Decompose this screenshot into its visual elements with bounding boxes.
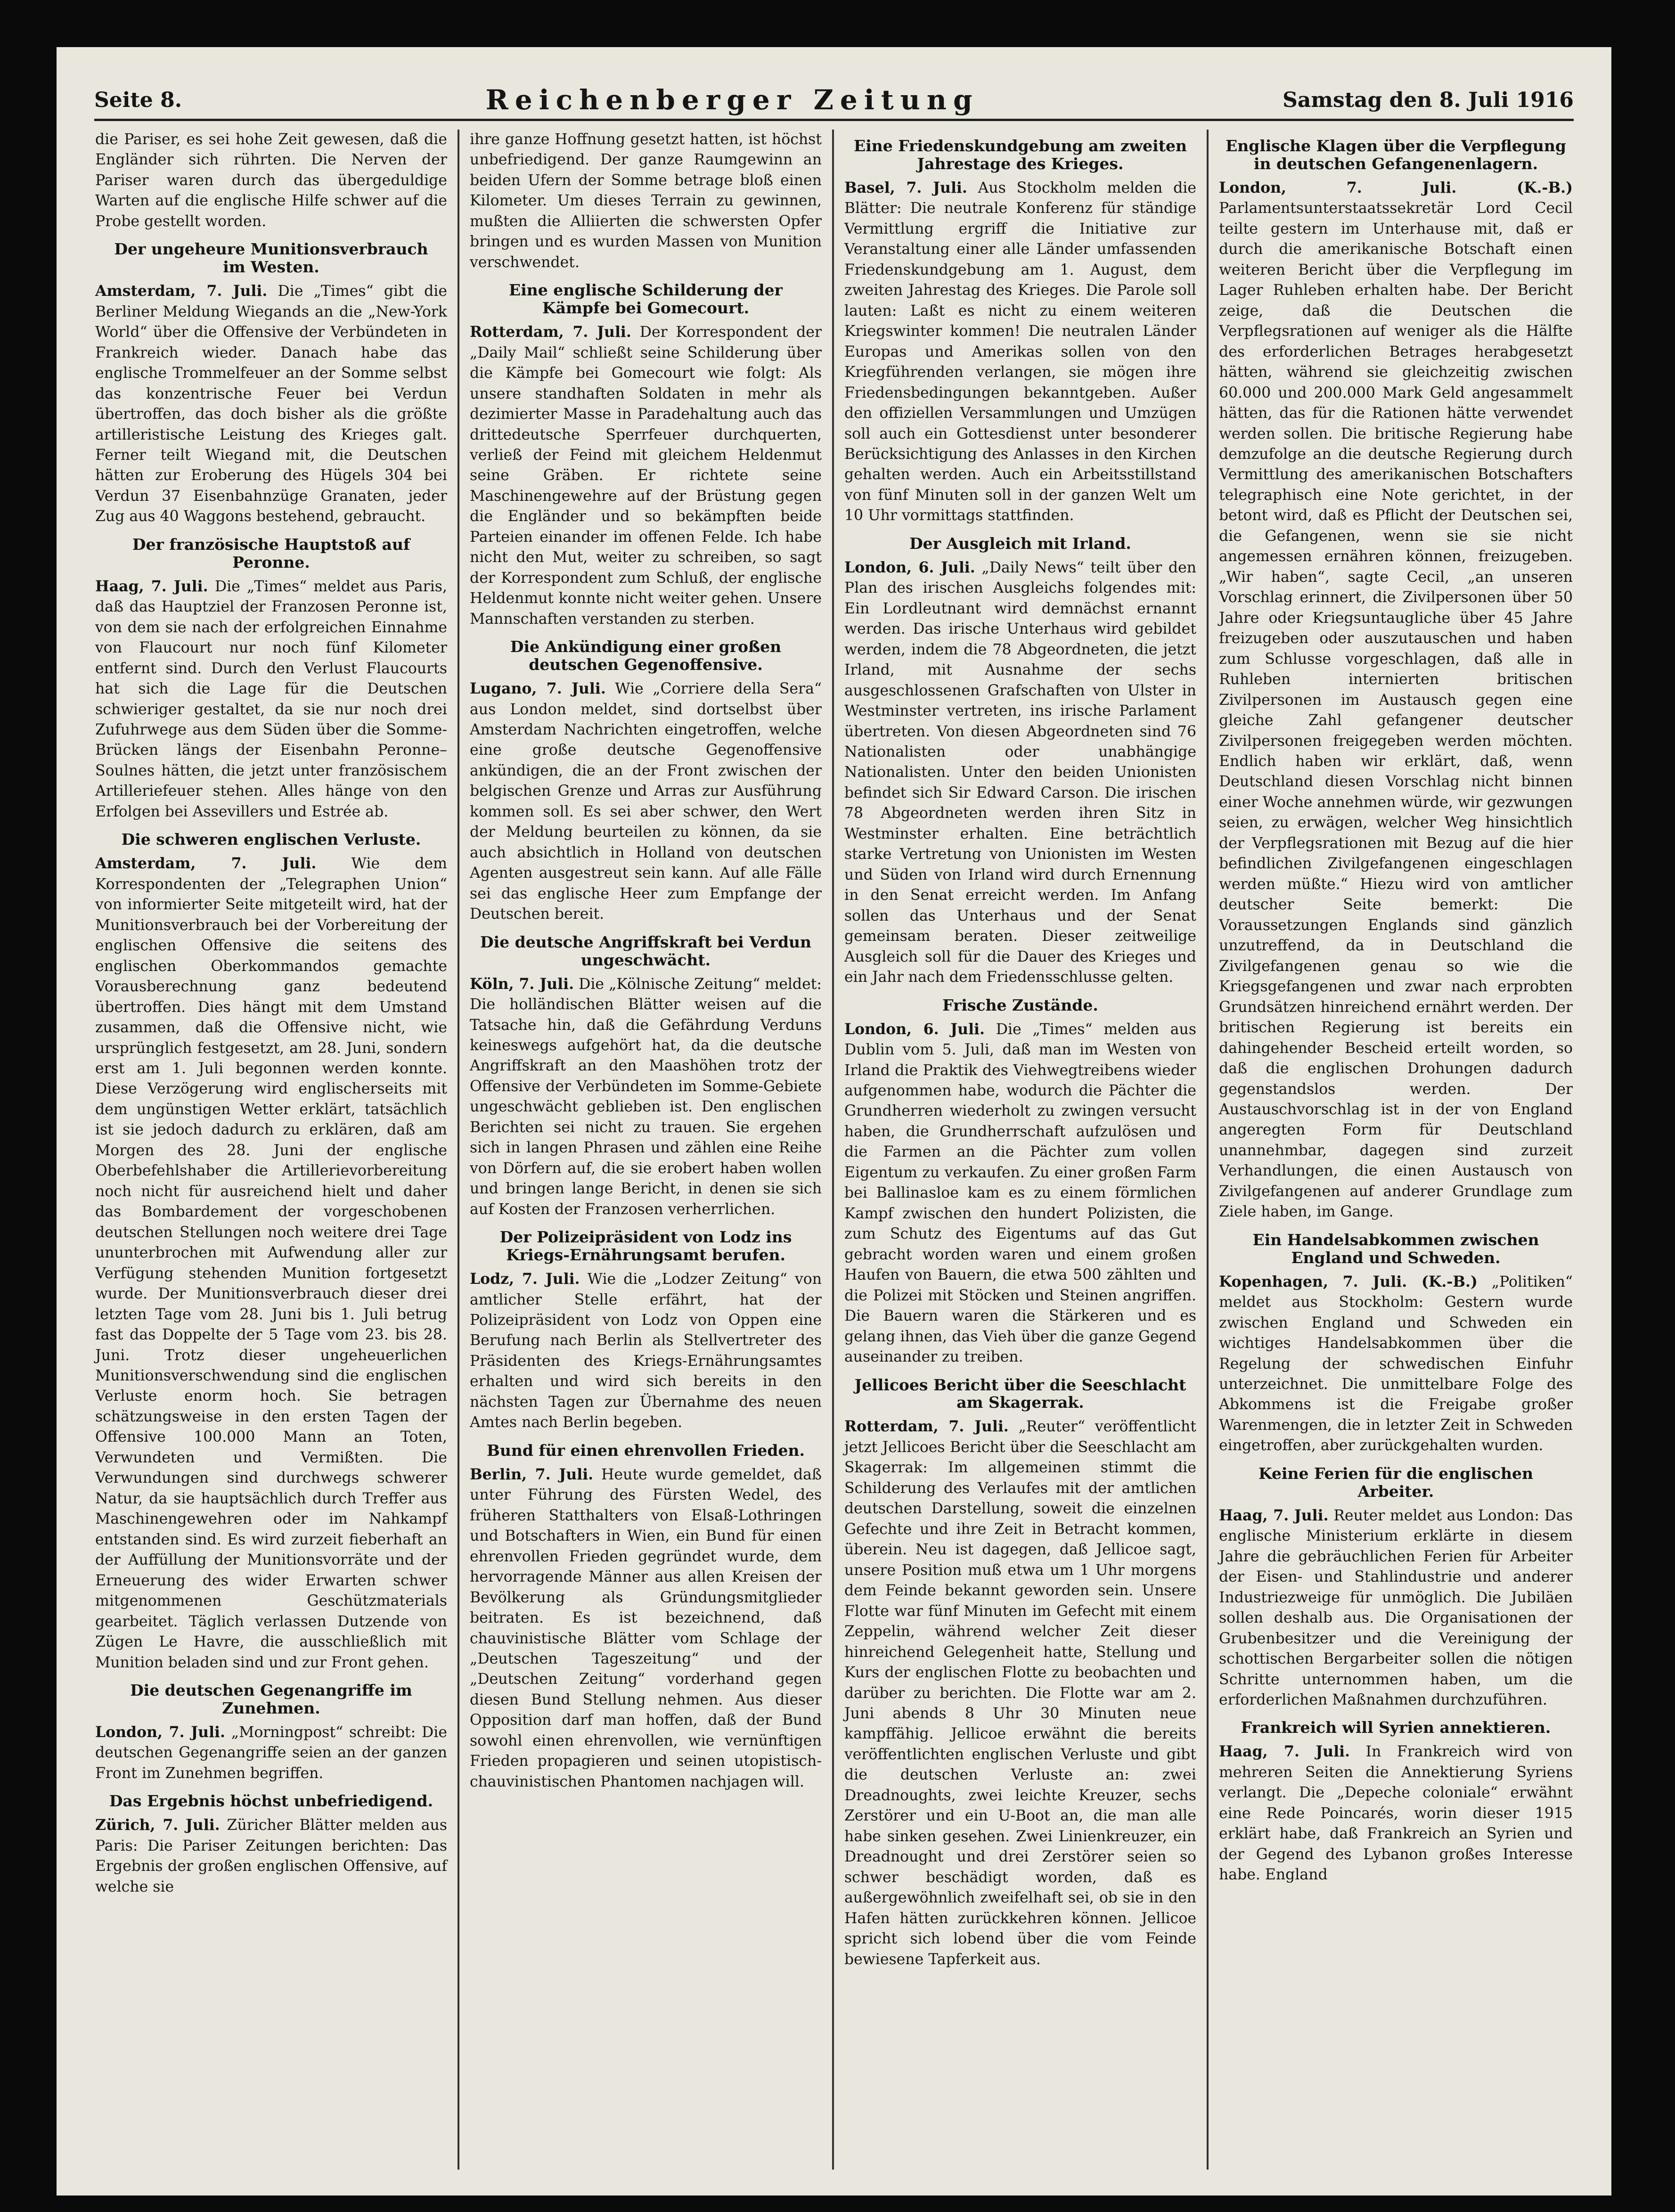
article <box>470 1442 822 1792</box>
article-body <box>95 1815 447 1897</box>
article <box>1219 1465 1573 1711</box>
article-body <box>470 130 822 273</box>
article-headline: Frankreich will Syrien annektieren. <box>1241 1718 1551 1737</box>
article-text: Aus Stockholm melden die Blätter: Die neutrale Konferenz für ständige Vermittlung ergriff die Initiative zur Veranstaltung einer alle Länder umfassenden Friedenskundgebung am 1. August, dem zweiten Jahrestag des Krieges. Die Parole soll lauten: Laßt es nicht zu einem weiteren Kriegswinter kommen! Die neutralen Länder Europas und Amerikas sollen von den Kriegführenden verlangen, sie mögen ihre Friedensbedingungen bekanntgeben. Außer den offiziellen Versammlungen und Umzügen soll auch ein Gottesdienst unter besonderer Berücksichtigung des Anlasses in den Kirchen gehalten werden. Auch ein Arbeitsstillstand von fünf Minuten soll in der ganzen Welt um 10 Uhr vormittags stattfinden. <box>844 179 1196 524</box>
article-headline: Jellicoes Bericht über die Seeschlacht am Skagerrak. <box>854 1375 1186 1412</box>
article <box>95 1681 447 1784</box>
article-headline: Eine Friedenskundgebung am zweiten Jahrestage des Krieges. <box>854 137 1187 173</box>
article-dateline: Amsterdam, 7. Juli. <box>95 855 317 873</box>
article-headline: Der Polizeipräsident von Lodz ins Kriegs-Ernährungsamt berufen. <box>499 1228 792 1265</box>
article-headline: Frische Zustände. <box>942 996 1098 1014</box>
article <box>470 281 822 629</box>
article-body <box>844 557 1196 988</box>
article-body <box>470 1269 822 1433</box>
article-body <box>844 1416 1196 1970</box>
article-text: Wie „Corriere della Sera“ aus London meldet, sind dortselbst über Amsterdam Nachrichten eingetroffen, welche eine große deutsche Gegenoffensive ankündigen, die an der Front zwischen der belgischen Grenze und Arras zur Ausführung kommen soll. Es sei aber schwer, den Wert der Meldung beurteilen zu können, da sie auch absichtlich in Holland von deutschen Agenten ausgestreut sein kann. Auf alle Fälle sei das englische Heer zum Empfange der Deutschen bereit. <box>470 680 822 923</box>
article <box>844 535 1196 988</box>
article-body <box>470 974 822 1220</box>
page-number: Seite 8. <box>94 88 182 112</box>
article-dateline: Haag, 7. Juli. <box>95 577 208 595</box>
article-dateline: London, 7. Juli. (K.-B.) <box>1219 179 1573 196</box>
article-body <box>95 1722 447 1784</box>
article-body <box>95 281 447 527</box>
article-text: „Daily News“ teilt über den Plan des irischen Ausgleichs folgendes mit: Ein Lordleutnant wird demnächst ernannt werden. Das irische Unterhaus wird gebildet werden, indem die 78 Abgeordneten, die jetzt Irland, mit Ausnahme der sechs ausgeschlossenen Grafschaften von Ulster in Westminster vertreten, ins irische Parlament übertreten. Von diesen Abgeordneten sind 76 Nationalisten oder unabhängige Nationalisten. Unter den beiden Unionisten befindet sich Sir Edward Carson. Die irischen 78 Abgeordneten werden ihren Sitz in Westminster erhalten. Eine beträchtlich starke Vertretung von Unionisten im Westen und Süden von Irland wird durch Ernennung in den Senat erreicht werden. Im Anfang sollen das Unterhaus und der Senat gemeinsam beraten. Dieser zeitweilige Ausgleich soll für die Dauer des Krieges und ein Jahr nach dem Friedensschlusse gelten. <box>844 559 1196 986</box>
article-text: Der Korrespondent der „Daily Mail“ schließt seine Schilderung über die Kämpfe bei Gomecourt wie folgt: Als unsere standhaften Soldaten in mehr als dezimierter Masse in Paradehaltung auch das drittedeutsche Sperrfeuer durchquerten, verließ der Feind mit gleichem Heldenmut seine Gräben. Er richtete seine Maschinengewehre auf der Brüstung gegen die Engländer und so bekämpften beide Parteien einander im offenen Felde. Ich habe nicht den Mut, weiter zu schreiben, so sagt der Korrespondent zum Schluß, der englische Heldenmut konnte nicht weiter gehen. Unsere Mannschaften verstanden zu sterben. <box>470 324 822 628</box>
column-3 <box>834 130 1209 2170</box>
article <box>95 536 447 823</box>
article-headline: Eine englische Schilderung der Kämpfe bei Gomecourt. <box>509 281 783 318</box>
article-body <box>95 853 447 1673</box>
article-text: Parlamentsunterstaatssekretär Lord Cecil teilte gestern im Unterhause mit, daß er durch die amerikanische Botschaft einen weiteren Bericht über die Verpflegung im Lager Ruhleben erhalten habe. Der Bericht zeige, daß die Deutschen die Verpflegsrationen auf weniger als die Hälfte des erforderlichen Betrages herabgesetzt hätten, während sie gleichzeitig zwischen 60.000 und 200.000 Mark Geld angesammelt hätten, das für die Rationen hätte verwendet werden sollen. Die britische Regierung habe demzufolge an die deutsche Regierung durch Vermittlung des amerikanischen Botschafters telegraphisch eine Note gerichtet, in der betont wird, daß es Pflicht der Deutschen sei, die Gefangenen, wenn sie sie nicht angemessen ernähren können, freizugeben. „Wir haben“, sagte Cecil, „an unseren Vorschlag erinnert, die Zivilpersonen über 50 Jahre oder Kriegsuntaugliche über 45 Jahre freizugeben oder auszutauschen und haben zum Schlusse vorgeschlagen, daß alle in Ruhleben internierten britischen Zivilpersonen im Austausch gegen eine gleiche Zahl gefangener deutscher Zivilpersonen freigegeben werden möchten. Endlich haben wir erklärt, daß, wenn Deutschland diesen Vorschlag nicht binnen einer Woche annehmen würde, wir gezwungen seien, zu erwägen, welcher Weg hinsichtlich der Verpflegsrationen mit Bezug auf die hier befindlichen Zivilgefangenen eingeschlagen werden müßte.“ Hiezu wird von amtlicher deutscher Seite bemerkt: Die Voraussetzungen Englands sind gänzlich unzutreffend, da in Deutschland die Zivilgefangenen genau so wie die Kriegsgefangenen und zwar nach erprobten Grundsätzen hinreichend ernährt werden. Der britischen Regierung ist bereits ein dahingehender Bescheid erteilt worden, so daß die englischen Drohungen dadurch gegenstandslos werden. Der Austauschvorschlag ist in der von England angeregten Form für Deutschland unannehmbar, dagegen sind zurzeit Verhandlungen, die einen Austausch von Zivilgefangenen auf anderer Grundlage zum Ziele haben, im Gange. <box>1219 200 1573 1221</box>
article-headline: Der französische Hauptstoß auf Peronne. <box>132 535 410 571</box>
article-headline: Die schweren englischen Verluste. <box>121 830 421 849</box>
column-2 <box>459 130 834 2170</box>
article-body <box>95 130 447 232</box>
article-body <box>470 322 822 629</box>
article-headline: Die Ankündigung einer großen deutschen Gegenoffensive. <box>510 637 782 674</box>
article-dateline: Haag, 7. Juli. <box>1219 1506 1329 1524</box>
article <box>470 1228 822 1433</box>
article-body <box>95 576 447 823</box>
article-headline: Bund für einen ehrenvollen Frieden. <box>487 1441 805 1460</box>
article-dateline: Berlin, 7. Juli. <box>470 1465 594 1483</box>
article-headline: Englische Klagen über die Verpflegung in deutschen Gefangenenlagern. <box>1226 137 1566 173</box>
article-headline: Die deutschen Gegenangriffe im Zunehmen. <box>130 1681 412 1717</box>
article-dateline: Kopenhagen, 7. Juli. (K.-B.) <box>1219 1273 1478 1290</box>
article <box>470 638 822 925</box>
article-text: Reuter meldet aus London: Das englische Ministerium erklärte in diesem Jahre die gebräuchlichen Ferien für Arbeiter der Eisen- und Stahlindustrie und anderer Industriezweige für unmöglich. Die Jubiläen sollen deshalb aus. Die Organisationen der Grubenbesitzer und die Vereinigung der schottischen Bergarbeiter sollen die nötigen Schritte unternommen haben, um die erforderlichen Maßnahmen durchzuführen. <box>1219 1507 1573 1708</box>
article-text: Wie dem Korrespondenten der „Telegraphen Union“ von informierter Seite mitgeteilt wird, hat der Munitionsverbrauch bei der Vorbereitung der englischen Offensive die seitens des englischen Oberkommandos gemachte Vorausberechnung ganz bedeutend übertroffen. Dies hängt mit dem Umstand zusammen, daß die Offensive nicht, wie ursprünglich festgesetzt, am 28. Juni, sondern erst am 1. Juli begonnen werden konnte. Diese Verzögerung wird englischerseits mit dem ungünstigen Wetter erklärt, tatsächlich ist sie jedoch dadurch zu erklären, daß am Morgen des 28. Juni der englische Oberbefehlshaber die Artillerievorbereitung noch nicht für ausreichend hielt und daher das Bombardement der vorgeschobenen deutschen Stellungen noch weitere drei Tage ununterbrochen mit Aufwendung aller zur Verfügung stehenden Munition fortgesetzt wurde. Der Munitionsverbrauch dieser drei letzten Tage vom 28. Juni bis 1. Juli betrug fast das Doppelte der 5 Tage vom 23. bis 28. Juni. Trotz dieser ungeheuerlichen Munitionsverschwendung sind die englischen Verluste enorm hoch. Sie betragen schätzungsweise in den ersten Tagen der Offensive 100.000 Mann an Toten, Verwundeten und Vermißten. Die Verwundungen sind durchwegs schwerer Natur, da sie hauptsächlich durch Treffer aus Maschinengewehren oder im Nahkampf entstanden sind. Es wird zurzeit fieberhaft an der Auffüllung der Munitionsvorräte und der Erneuerung des wider Erwarten schwer mitgenommenen Geschützmaterials gearbeitet. Täglich verlassen Dutzende von Zügen Le Havre, die ausschließlich mit Munition beladen sind und zur Front gehen. <box>95 855 448 1671</box>
article-headline: Der ungeheure Munitionsverbrauch im Westen. <box>114 240 428 277</box>
column-1 <box>85 130 459 2170</box>
article-dateline: London, 6. Juli. <box>844 558 975 576</box>
article-dateline: Rotterdam, 7. Juli. <box>470 323 631 341</box>
article-text: Die „Times“ melden aus Dublin vom 5. Juli, daß man im Westen von Irland die Praktik des Viehwegtreibens wieder aufgenommen habe, wodurch die Pächter die Grundherren wiederholt zu zwingen versucht haben, die Grundherrschaft aufzulösen und die Farmen an die Pächter zum vollen Eigentum zu verkaufen. Zu einer großen Farm bei Ballinasloe kam es zu einem förmlichen Kampf zwischen den hundert Polizisten, die zum Schutz des Eigentums auf das Gut gebracht worden waren und einem großen Haufen von Bauern, die etwa 500 zählten und die Polizei mit Stöcken und Steinen angriffen. Die Bauern waren die Stärkeren und es gelang ihnen, das Vieh über die ganze Gegend auseinander zu treiben. <box>844 1020 1196 1366</box>
article-dateline: Lugano, 7. Juli. <box>470 680 606 698</box>
article <box>844 137 1196 526</box>
article-text: ihre ganze Hoffnung gesetzt hatten, ist höchst unbefriedigend. Der ganze Raumgewinn an beiden Ufern der Somme betrage bloß einen Kilometer. Um dieses Terrain zu gewinnen, mußten die Alliierten die schwersten Opfer bringen und es wurden Massen von Munition verschwendet. <box>470 131 822 271</box>
article-body <box>1219 1505 1573 1711</box>
article-dateline: Lodz, 7. Juli. <box>470 1270 580 1288</box>
article-dateline: Basel, 7. Juli. <box>844 179 967 196</box>
article-dateline: London, 7. Juli. <box>95 1723 225 1741</box>
article-headline: Das Ergebnis höchst unbefriedigend. <box>109 1792 433 1811</box>
article <box>844 996 1196 1368</box>
article <box>1219 137 1573 1223</box>
article-body <box>1219 178 1573 1223</box>
article-text: Die „Times“ gibt die Berliner Meldung Wiegands an die „New-York World“ über die Offensive der Verbündeten in Frankreich wieder. Danach habe das englische Trommelfeuer an der Somme selbst das konzentrische Feuer bei Verdun übertroffen, das doch bisher als die größte artilleristische Leistung des Krieges galt. Ferner teilt Wiegand mit, die Deutschen hätten zur Eroberung des Hügels 304 bei Verdun 37 Eisenbahnzüge Granaten, jeder Zug aus 40 Waggons bestehend, gebraucht. <box>95 283 448 525</box>
article-dateline: Zürich, 7. Juli. <box>95 1816 220 1834</box>
article <box>470 130 822 273</box>
article-body <box>844 1019 1196 1368</box>
article-text: Die „Times“ meldet aus Paris, daß das Hauptziel der Franzosen Peronne ist, von dem sie nach der erfolgreichen Einnahme von Flaucourt nur noch fünf Kilometer entfernt sind. Durch den Verlust Flaucourts hat sich die Lage für die Deutschen schwieriger gestaltet, da sie nur noch drei Zufuhrwege aus dem Süden über die Somme-Brücken längs der Eisenbahn Peronne–Soulnes hätten, die jetzt unter französischem Artilleriefeuer stehen. Alles hänge von den Erfolgen bei Assevillers und Estrée ab. <box>95 578 447 820</box>
newspaper-title: Reichenberger Zeitung <box>485 84 979 116</box>
article-text: „Reuter“ veröffentlicht jetzt Jellicoes Bericht über die Seeschlacht am Skagerrak: Im allgemeinen stimmt die Schilderung des Verlaufes mit der amtlichen deutschen Darstellung, soweit die einzelnen Gefechte und ihre Zeit in Betracht kommen, überein. Neu ist dagegen, daß Jellicoe sagt, unsere Position muß etwa um 1 Uhr morgens dem Feinde bekannt geworden sein. Unsere Flotte war fünf Minuten im Gefecht mit einem Zeppelin, während welcher Zeit dieser hinreichend Gelegenheit hatte, Stellung und Kurs der englischen Flotte zu beobachten und darüber zu berichten. Die Flotte war am 2. Juni abends 8 Uhr 30 Minuten neue kampffähig. Jellicoe erwähnt die bereits veröffentlichten englischen Verluste und gibt die deutschen Verluste an: zwei Dreadnoughts, zwei leichte Kreuzer, sechs Zerstörer und ein U-Boot an, die man alle habe sinken gesehen. Zwei Linienkreuzer, ein Dreadnought und drei Zerstörer seien so schwer beschädigt worden, daß es außergewöhnlich zweifelhaft sei, ob sie in den Hafen hätten zurückkehren können. Jellicoe spricht sich lobend über die vom Feinde bewiesene Tapferkeit aus. <box>844 1418 1196 1968</box>
article-text: Heute wurde gemeldet, daß unter Führung des Fürsten Wedel, des früheren Statthalters von Elsaß-Lothringen und Botschafters in Wien, ein Bund für einen ehrenvollen Frieden gegründet wurde, dem hervorragende Männer aus allen Kreisen der Bevölkerung als Gründungsmitglieder beitraten. Es ist bezeichnend, daß chauvinistische Blätter vom Schlage der „Deutschen Tageszeitung“ und der „Deutschen Zeitung“ vorderhand gegen diesen Bund Stellung nehmen. Aus dieser Opposition darf man hoffen, daß der Bund sowohl einen ehrenvollen, wie vernünftigen Frieden propagieren und seinen utopistisch-chauvinistischen Phantomen nachjagen will. <box>470 1466 822 1790</box>
article-body <box>470 1464 822 1793</box>
article-body <box>1219 1741 1573 1885</box>
article-dateline: Köln, 7. Juli. <box>470 975 574 993</box>
article <box>95 240 447 527</box>
article-text: Die „Kölnische Zeitung“ meldet: Die holländischen Blätter weisen auf die Tatsache hin, daß die Gefährdung Verduns keineswegs aufgehört hat, da die deutsche Angriffskraft an den Maashöhen trotz der Offensive der Verbündeten im Somme-Gebiete ungeschwächt geblieben ist. Den englischen Berichten sei nicht zu trauen. Sie ergehen sich in langen Phrasen und zählen eine Reihe von Dörfern auf, die sie erobert haben wollen und bringen lange Bericht, in denen sie sich auf Kosten der Franzosen verherrlichen. <box>470 975 822 1218</box>
article <box>95 130 447 232</box>
article-dateline: Haag, 7. Juli. <box>1219 1743 1350 1761</box>
article-headline: Der Ausgleich mit Irland. <box>909 534 1131 553</box>
article <box>1219 1231 1573 1456</box>
article-body <box>470 678 822 925</box>
article-text: „Politiken“ meldet aus Stockholm: Gestern wurde zwischen England und Schweden ein wichtiges Handelsabkommen über die Regelung der schwedischen Einfuhr unterzeichnet. Die unmittelbare Folge des Abkommens ist die Freigabe großer Warenmengen, die in letzter Zeit in Schweden eingetroffen, aber zurückgehalten wurden. <box>1219 1273 1573 1454</box>
newspaper-page <box>57 47 1611 2196</box>
article-text: Züricher Blätter melden aus Paris: Die Pariser Zeitungen berichten: Das Ergebnis der großen englischen Offensive, auf welche sie <box>95 1817 448 1895</box>
article-columns <box>85 130 1583 2170</box>
article-body <box>1219 1272 1573 1456</box>
page-header <box>94 81 1574 121</box>
article <box>470 933 822 1220</box>
article-headline: Die deutsche Angriffskraft bei Verdun ungeschwächt. <box>480 932 812 969</box>
article-text: die Pariser, es sei hohe Zeit gewesen, daß die Engländer sich rührten. Die Nerven der Pariser waren durch das übergeduldige Warten auf die englische Hilfe schwer auf die Probe gestellt worden. <box>95 131 447 230</box>
issue-date: Samstag den 8. Juli 1916 <box>1283 88 1574 112</box>
article <box>844 1376 1196 1970</box>
article-text: Wie die „Lodzer Zeitung“ von amtlicher Stelle erfährt, hat der Polizeipräsident von Lodz von Oppen eine Berufung nach Berlin als Stellvertreter des Präsidenten des Kriegs-Ernährungsamtes erhalten und wird sich bereits in den nächsten Tagen zur Übernahme des neuen Amtes nach Berlin begeben. <box>470 1271 822 1431</box>
article-dateline: Amsterdam, 7. Juli. <box>95 282 268 300</box>
article-headline: Ein Handelsabkommen zwischen England und Schweden. <box>1252 1230 1539 1267</box>
article <box>1219 1719 1573 1885</box>
article-text: In Frankreich wird von mehreren Seiten die Annektierung Syriens verlangt. Die „Depeche coloniale“ erwähnt eine Rede Poincarés, worin dieser 1915 erklärt habe, daß Frankreich an Syrien und der Gegend des Lybanon großes Interesse habe. England <box>1219 1743 1573 1884</box>
article-text: „Morningpost“ schreibt: Die deutschen Gegenangriffe seien an der ganzen Front im Zunehmen begriffen. <box>95 1723 447 1782</box>
article-body <box>844 178 1196 526</box>
column-4 <box>1209 130 1583 2170</box>
article-dateline: Rotterdam, 7. Juli. <box>844 1418 1009 1436</box>
article-headline: Keine Ferien für die englischen Arbeiter. <box>1258 1464 1533 1501</box>
article-dateline: London, 6. Juli. <box>844 1020 985 1038</box>
article <box>95 831 447 1673</box>
article <box>95 1792 447 1897</box>
